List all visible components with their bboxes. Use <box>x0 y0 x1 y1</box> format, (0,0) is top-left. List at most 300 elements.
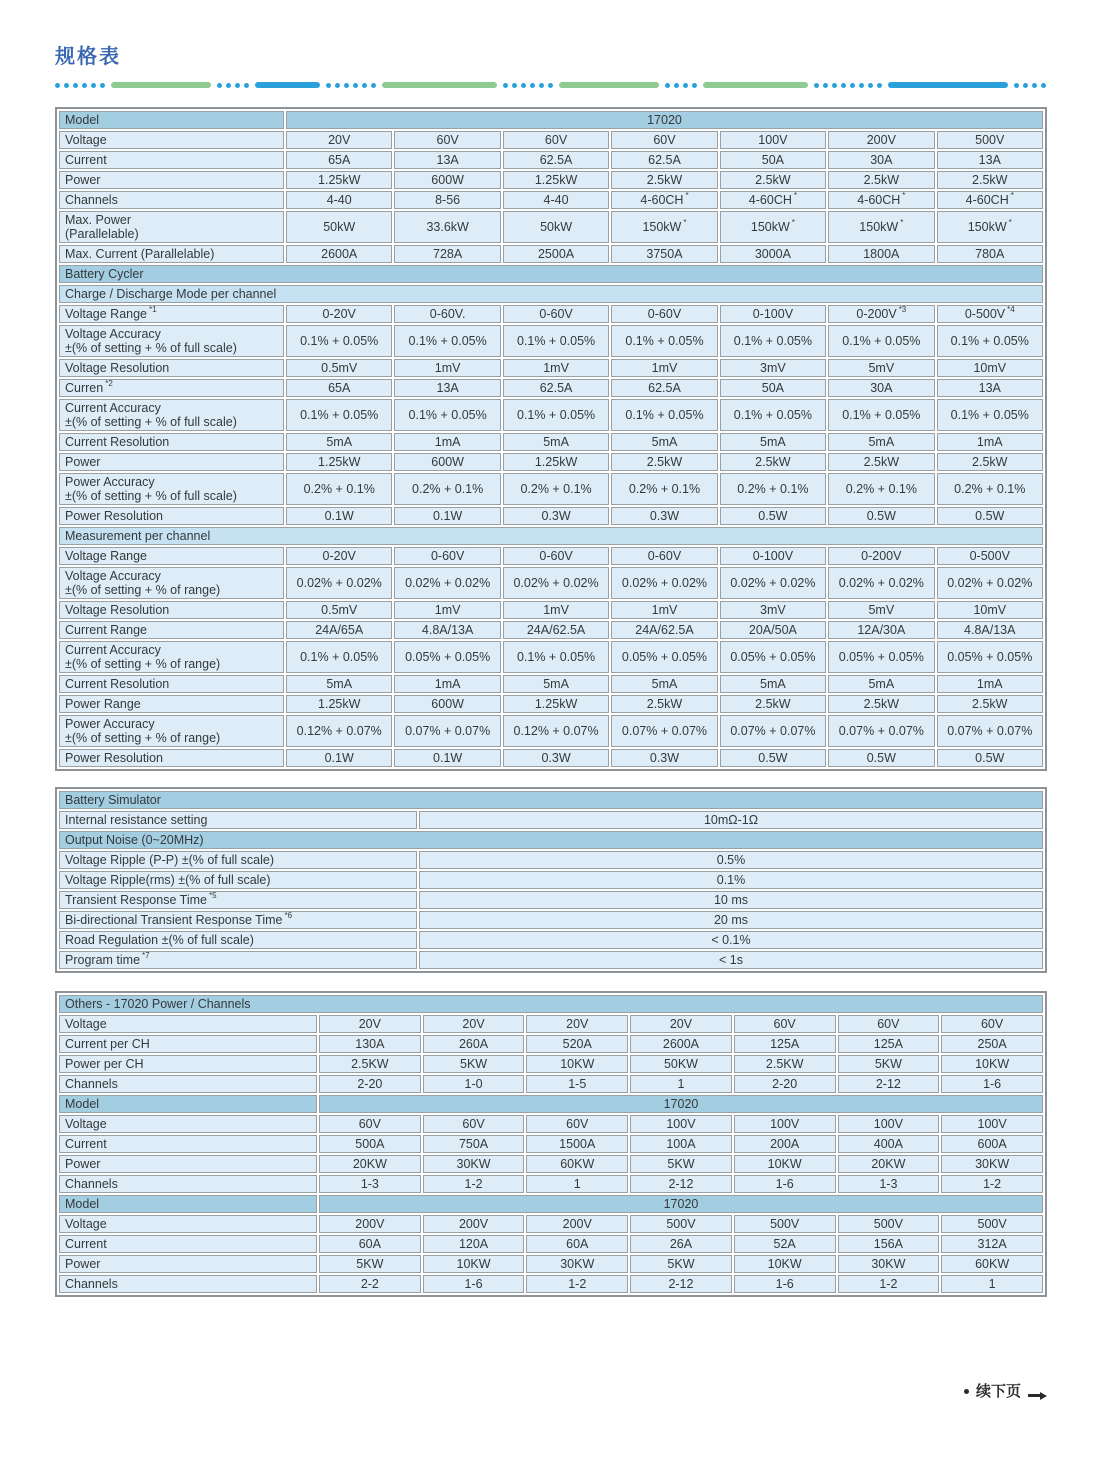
spec-cell: 20V <box>286 131 392 149</box>
spec-cell: 120A <box>423 1235 525 1253</box>
separator-bar <box>255 82 320 88</box>
spec-cell: 50kW <box>286 211 392 243</box>
table-row <box>59 111 1043 129</box>
spec-cell: 0.1% + 0.05% <box>503 641 609 673</box>
spec-cell: 1-2 <box>423 1175 525 1193</box>
spec-table-others <box>55 991 1047 1297</box>
dot-icon <box>530 83 535 88</box>
spec-cell: 0-500V <box>937 547 1043 565</box>
spec-cell: 60KW <box>941 1255 1043 1273</box>
dot-icon <box>244 83 249 88</box>
table-row <box>59 473 1043 505</box>
spec-cell: 0.1% + 0.05% <box>503 399 609 431</box>
spec-cell: 500V <box>937 131 1043 149</box>
spec-cell: 62.5A <box>611 379 717 397</box>
dot-icon <box>1041 83 1046 88</box>
spec-cell: 0.02% + 0.02% <box>503 567 609 599</box>
spec-cell: 1-2 <box>526 1275 628 1293</box>
spec-cell: 600W <box>394 453 500 471</box>
spec-cell: 2.5kW <box>611 171 717 189</box>
spec-cell: 4-60CH * <box>720 191 826 209</box>
row-label <box>59 507 284 525</box>
spec-cell: 2.5kW <box>611 453 717 471</box>
spec-cell: 1 <box>630 1075 732 1093</box>
row-label-text: Voltage <box>65 1017 107 1031</box>
spec-cell: 60A <box>526 1235 628 1253</box>
spec-cell: 2-12 <box>630 1275 732 1293</box>
table-row <box>59 1035 1043 1053</box>
row-label-text: Transient Response Time <box>65 893 207 907</box>
separator-dots <box>55 83 105 88</box>
spec-cell: 0.07% + 0.07% <box>394 715 500 747</box>
spec-cell: 0.1% + 0.05% <box>828 325 934 357</box>
spec-cell: 2.5kW <box>937 453 1043 471</box>
spec-cell: 0.1% + 0.05% <box>937 399 1043 431</box>
spec-cell: 0.1% + 0.05% <box>720 399 826 431</box>
spec-cell: 1mV <box>394 359 500 377</box>
spec-cell: 60A <box>319 1235 421 1253</box>
spec-cell: 0.12% + 0.07% <box>286 715 392 747</box>
spec-cell: 0.1W <box>286 749 392 767</box>
spec-cell: 62.5A <box>503 151 609 169</box>
row-label <box>59 891 417 909</box>
table-row <box>59 1055 1043 1073</box>
dot-icon <box>55 83 60 88</box>
table-row <box>59 151 1043 169</box>
row-label-line2: ±(% of setting + % of full scale) <box>65 489 237 503</box>
spec-cell: 10mV <box>937 601 1043 619</box>
spec-cell: 1-6 <box>734 1175 836 1193</box>
spec-cell: 62.5A <box>611 151 717 169</box>
footnote-marker: *1 <box>149 305 157 314</box>
spec-cell: 2.5kW <box>720 453 826 471</box>
row-label-text: Current <box>65 1137 107 1151</box>
spec-cell: 60V <box>394 131 500 149</box>
spec-cell: 0.5W <box>828 507 934 525</box>
row-value: 20 ms <box>419 911 1043 929</box>
spec-cell: 24A/65A <box>286 621 392 639</box>
dot-icon <box>692 83 697 88</box>
spec-cell: 20V <box>423 1015 525 1033</box>
table-row <box>59 453 1043 471</box>
spec-cell: 130A <box>319 1035 421 1053</box>
row-label-text: Power Accuracy <box>65 475 155 489</box>
separator <box>55 81 1047 89</box>
spec-cell: 5mV <box>828 601 934 619</box>
bullet-dot-icon <box>964 1389 969 1394</box>
spec-cell: 0.02% + 0.02% <box>937 567 1043 599</box>
spec-cell: 4-40 <box>503 191 609 209</box>
spec-cell: 0.1% + 0.05% <box>828 399 934 431</box>
row-label-text: Voltage <box>65 1117 107 1131</box>
spec-cell: 1mA <box>394 675 500 693</box>
row-label-line2: ±(% of setting + % of full scale) <box>65 415 237 429</box>
spec-cell: 1-5 <box>526 1075 628 1093</box>
row-label <box>59 379 284 397</box>
spec-cell: 60V <box>941 1015 1043 1033</box>
spec-table-main <box>55 107 1047 771</box>
table-row <box>59 131 1043 149</box>
spec-cell: 0.02% + 0.02% <box>286 567 392 599</box>
dot-icon <box>859 83 864 88</box>
spec-cell: 5mA <box>611 675 717 693</box>
spec-cell: 5KW <box>630 1255 732 1273</box>
spec-cell: 500A <box>319 1135 421 1153</box>
table-row <box>59 1215 1043 1233</box>
dot-icon <box>665 83 670 88</box>
row-label-text: Voltage Accuracy <box>65 569 161 583</box>
spec-cell: 156A <box>838 1235 940 1253</box>
spec-cell: 0.07% + 0.07% <box>720 715 826 747</box>
row-label-text: Battery Simulator <box>65 793 161 807</box>
separator-bar <box>382 82 497 88</box>
row-label <box>59 1255 317 1273</box>
table-row <box>59 245 1043 263</box>
spec-cell: 1mA <box>937 433 1043 451</box>
spec-cell: 5mA <box>720 433 826 451</box>
section-header <box>59 265 1043 283</box>
dot-icon <box>868 83 873 88</box>
dot-icon <box>1023 83 1028 88</box>
table-row <box>59 305 1043 323</box>
separator-dots <box>503 83 553 88</box>
spec-cell: 1mA <box>937 675 1043 693</box>
spec-cell: 13A <box>394 151 500 169</box>
row-label-text: Model <box>65 1097 100 1111</box>
separator-bar <box>703 82 808 88</box>
dot-icon <box>683 83 688 88</box>
table-row <box>59 951 1043 969</box>
dot-icon <box>823 83 828 88</box>
row-label-text: Power per CH <box>65 1057 144 1071</box>
table-row <box>59 1195 1043 1213</box>
dot-icon <box>353 83 358 88</box>
table-row <box>59 641 1043 673</box>
spec-cell: 0.3W <box>611 507 717 525</box>
spec-cell: 8-56 <box>394 191 500 209</box>
spec-cell: 1-2 <box>941 1175 1043 1193</box>
table-row <box>59 1095 1043 1113</box>
spec-cell: 4.8A/13A <box>394 621 500 639</box>
spec-cell: 0.3W <box>503 749 609 767</box>
spec-cell: 0-60V <box>503 547 609 565</box>
spec-cell: 5mA <box>286 433 392 451</box>
spec-cell: 4-40 <box>286 191 392 209</box>
table-row <box>59 285 1043 303</box>
spec-cell: 0.1% + 0.05% <box>286 641 392 673</box>
row-label <box>59 621 284 639</box>
row-label <box>59 1095 317 1113</box>
spec-cell: 2-12 <box>630 1175 732 1193</box>
spec-cell: 30KW <box>526 1255 628 1273</box>
spec-cell: 150kW * <box>611 211 717 243</box>
dot-icon <box>512 83 517 88</box>
row-label-text: Voltage Resolution <box>65 603 170 617</box>
table-row <box>59 1015 1043 1033</box>
dot-icon <box>91 83 96 88</box>
spec-cell: 2600A <box>630 1035 732 1053</box>
spec-cell: 52A <box>734 1235 836 1253</box>
spec-cell: 2.5kW <box>611 695 717 713</box>
spec-cell: 4-60CH * <box>828 191 934 209</box>
row-label-text: Current Range <box>65 623 147 637</box>
footnote-marker: * <box>900 218 904 227</box>
row-label-text: Current Resolution <box>65 677 170 691</box>
spec-cell: 0.2% + 0.1% <box>394 473 500 505</box>
table-row <box>59 1235 1043 1253</box>
dot-icon <box>814 83 819 88</box>
separator-bar <box>888 82 1008 88</box>
table-row <box>59 911 1043 929</box>
row-label-text: Internal resistance setting <box>65 813 208 827</box>
spec-cell: 10KW <box>423 1255 525 1273</box>
spec-cell: 24A/62.5A <box>503 621 609 639</box>
spec-cell: 200V <box>423 1215 525 1233</box>
spec-cell: 1-6 <box>734 1275 836 1293</box>
row-label <box>59 811 417 829</box>
spec-cell: 10KW <box>734 1255 836 1273</box>
spec-cell: 0.05% + 0.05% <box>611 641 717 673</box>
spec-cell: 50KW <box>630 1055 732 1073</box>
row-label <box>59 399 284 431</box>
row-label-text: Power <box>65 173 101 187</box>
row-label <box>59 131 284 149</box>
spec-cell: 1 <box>941 1275 1043 1293</box>
table-row <box>59 359 1043 377</box>
spec-cell: 0.2% + 0.1% <box>286 473 392 505</box>
spec-cell: 0.1W <box>286 507 392 525</box>
dot-icon <box>1032 83 1037 88</box>
dot-icon <box>82 83 87 88</box>
spec-cell: 0.1W <box>394 749 500 767</box>
spec-cell: 600W <box>394 171 500 189</box>
spec-cell: 0-60V <box>394 547 500 565</box>
spec-cell: 0-60V <box>503 305 609 323</box>
row-label <box>59 871 417 889</box>
table-row <box>59 547 1043 565</box>
dot-icon <box>850 83 855 88</box>
spec-cell: 1-0 <box>423 1075 525 1093</box>
row-label-text: Voltage Resolution <box>65 361 170 375</box>
row-label-text: Power Accuracy <box>65 717 155 731</box>
spec-cell: 0.5W <box>937 749 1043 767</box>
spec-cell: 20V <box>630 1015 732 1033</box>
spec-cell: 0.1% + 0.05% <box>286 399 392 431</box>
page-title: 规格表 <box>55 46 121 68</box>
spec-cell: 1 <box>526 1175 628 1193</box>
row-label-text: Power <box>65 1257 101 1271</box>
spec-cell: 1mV <box>394 601 500 619</box>
spec-cell: 60V <box>423 1115 525 1133</box>
table-row <box>59 601 1043 619</box>
row-label-text: Output Noise (0~20MHz) <box>65 833 204 847</box>
row-label <box>59 359 284 377</box>
table-row <box>59 1135 1043 1153</box>
separator-dots <box>1014 83 1046 88</box>
row-label <box>59 749 284 767</box>
footnote-marker: *7 <box>142 951 150 960</box>
spec-cell: 0.1% + 0.05% <box>394 325 500 357</box>
table-row <box>59 811 1043 829</box>
row-label-text: Current <box>65 1237 107 1251</box>
spec-cell: 0.05% + 0.05% <box>394 641 500 673</box>
spec-cell: 200V <box>526 1215 628 1233</box>
row-label-text: Channels <box>65 1277 118 1291</box>
spec-cell: 100V <box>838 1115 940 1133</box>
dot-icon <box>335 83 340 88</box>
spec-cell: 12A/30A <box>828 621 934 639</box>
row-label-text: Others - 17020 Power / Channels <box>65 997 251 1011</box>
row-label-text: Channels <box>65 1077 118 1091</box>
dot-icon <box>539 83 544 88</box>
spec-cell: 50A <box>720 379 826 397</box>
row-label-text: Bi-directional Transient Response Time <box>65 913 283 927</box>
table-row <box>59 433 1043 451</box>
row-label-line2: (Parallelable) <box>65 227 139 241</box>
spec-cell: 0-200V $^{*3}$ <box>828 305 934 323</box>
spec-cell: 500V <box>734 1215 836 1233</box>
row-label <box>59 567 284 599</box>
row-value: < 1s <box>419 951 1043 969</box>
spec-cell: 5mA <box>828 675 934 693</box>
spec-cell: 60V <box>526 1115 628 1133</box>
spec-cell: 0.07% + 0.07% <box>937 715 1043 747</box>
table-row <box>59 191 1043 209</box>
spec-cell: 24A/62.5A <box>611 621 717 639</box>
spec-cell: 0-500V $^{*4}$ <box>937 305 1043 323</box>
row-label <box>59 601 284 619</box>
spec-cell: 125A <box>734 1035 836 1053</box>
row-label <box>59 931 417 949</box>
row-label-text: Current per CH <box>65 1037 150 1051</box>
table-row <box>59 1155 1043 1173</box>
spec-cell: 0.07% + 0.07% <box>828 715 934 747</box>
model-value: 17020 <box>319 1095 1043 1113</box>
spec-cell: 0-100V <box>720 547 826 565</box>
row-value: 10 ms <box>419 891 1043 909</box>
row-label <box>59 211 284 243</box>
spec-cell: 13A <box>937 379 1043 397</box>
spec-cell: 0.1% + 0.05% <box>394 399 500 431</box>
footnote-marker: * <box>1008 218 1012 227</box>
dot-icon <box>674 83 679 88</box>
spec-cell: 33.6kW <box>394 211 500 243</box>
row-label <box>59 1075 317 1093</box>
row-label-text: Power Resolution <box>65 751 163 765</box>
row-label <box>59 1035 317 1053</box>
spec-cell: 20KW <box>319 1155 421 1173</box>
spec-cell: 0.2% + 0.1% <box>828 473 934 505</box>
row-label <box>59 1135 317 1153</box>
row-label <box>59 851 417 869</box>
table-row <box>59 1275 1043 1293</box>
row-label-line2: ±(% of setting + % of full scale) <box>65 341 237 355</box>
spec-cell: 10KW <box>734 1155 836 1173</box>
spec-cell: 150kW * <box>937 211 1043 243</box>
spec-cell: 0.2% + 0.1% <box>937 473 1043 505</box>
row-label-text: Power Range <box>65 697 141 711</box>
separator-dots <box>217 83 249 88</box>
spec-cell: 30KW <box>838 1255 940 1273</box>
table-row <box>59 1255 1043 1273</box>
subsection-header <box>59 527 1043 545</box>
row-label <box>59 1055 317 1073</box>
row-value: < 0.1% <box>419 931 1043 949</box>
spec-cell: 13A <box>937 151 1043 169</box>
section-header <box>59 831 1043 849</box>
spec-cell: 1mV <box>611 359 717 377</box>
row-label-text: Voltage Accuracy <box>65 327 161 341</box>
row-label <box>59 1195 317 1213</box>
dot-icon <box>548 83 553 88</box>
spec-cell: 10mV <box>937 359 1043 377</box>
spec-cell: 250A <box>941 1035 1043 1053</box>
row-label-text: Current <box>65 153 107 167</box>
table-row <box>59 749 1043 767</box>
spec-cell: 4.8A/13A <box>937 621 1043 639</box>
row-label <box>59 1015 317 1033</box>
spec-cell: 1mV <box>611 601 717 619</box>
spec-cell: 0.05% + 0.05% <box>937 641 1043 673</box>
dot-icon <box>100 83 105 88</box>
table-row <box>59 791 1043 809</box>
row-label-text: Power Resolution <box>65 509 163 523</box>
spec-cell: 200A <box>734 1135 836 1153</box>
row-label-text: Current Resolution <box>65 435 170 449</box>
footnote-marker: * <box>685 191 689 200</box>
row-label-text: Current Accuracy <box>65 643 161 657</box>
spec-cell: 65A <box>286 151 392 169</box>
row-value: 10mΩ-1Ω <box>419 811 1043 829</box>
section-header <box>59 995 1043 1013</box>
separator-bar <box>559 82 659 88</box>
page-content <box>55 46 1047 1297</box>
spec-cell: 65A <box>286 379 392 397</box>
spec-cell: 4-60CH * <box>611 191 717 209</box>
row-label <box>59 473 284 505</box>
footnote-marker: *5 <box>208 891 217 900</box>
row-label-text: Curren <box>65 381 104 395</box>
spec-cell: 200V <box>319 1215 421 1233</box>
row-label <box>59 433 284 451</box>
dot-icon <box>326 83 331 88</box>
row-value: 0.5% <box>419 851 1043 869</box>
row-label <box>59 547 284 565</box>
spec-cell: 5KW <box>838 1055 940 1073</box>
spec-cell: 2-2 <box>319 1275 421 1293</box>
spec-cell: 2.5KW <box>734 1055 836 1073</box>
spec-cell: 0-60V <box>611 305 717 323</box>
spec-cell: 30KW <box>423 1155 525 1173</box>
spec-cell: 100V <box>630 1115 732 1133</box>
spec-cell: 500V <box>941 1215 1043 1233</box>
spec-cell: 2.5KW <box>319 1055 421 1073</box>
footnote-marker: * <box>791 218 795 227</box>
footnote-marker: *6 <box>284 911 293 920</box>
row-label-text: Current Accuracy <box>65 401 161 415</box>
table-row <box>59 1075 1043 1093</box>
spec-cell: 13A <box>394 379 500 397</box>
spec-cell: 1-6 <box>941 1075 1043 1093</box>
separator-bar <box>111 82 211 88</box>
spec-cell: 728A <box>394 245 500 263</box>
footnote-marker: *4 <box>1007 305 1015 314</box>
row-label <box>59 1215 317 1233</box>
spec-cell: 1500A <box>526 1135 628 1153</box>
dot-icon <box>64 83 69 88</box>
table-row <box>59 265 1043 283</box>
spec-cell: 30A <box>828 151 934 169</box>
